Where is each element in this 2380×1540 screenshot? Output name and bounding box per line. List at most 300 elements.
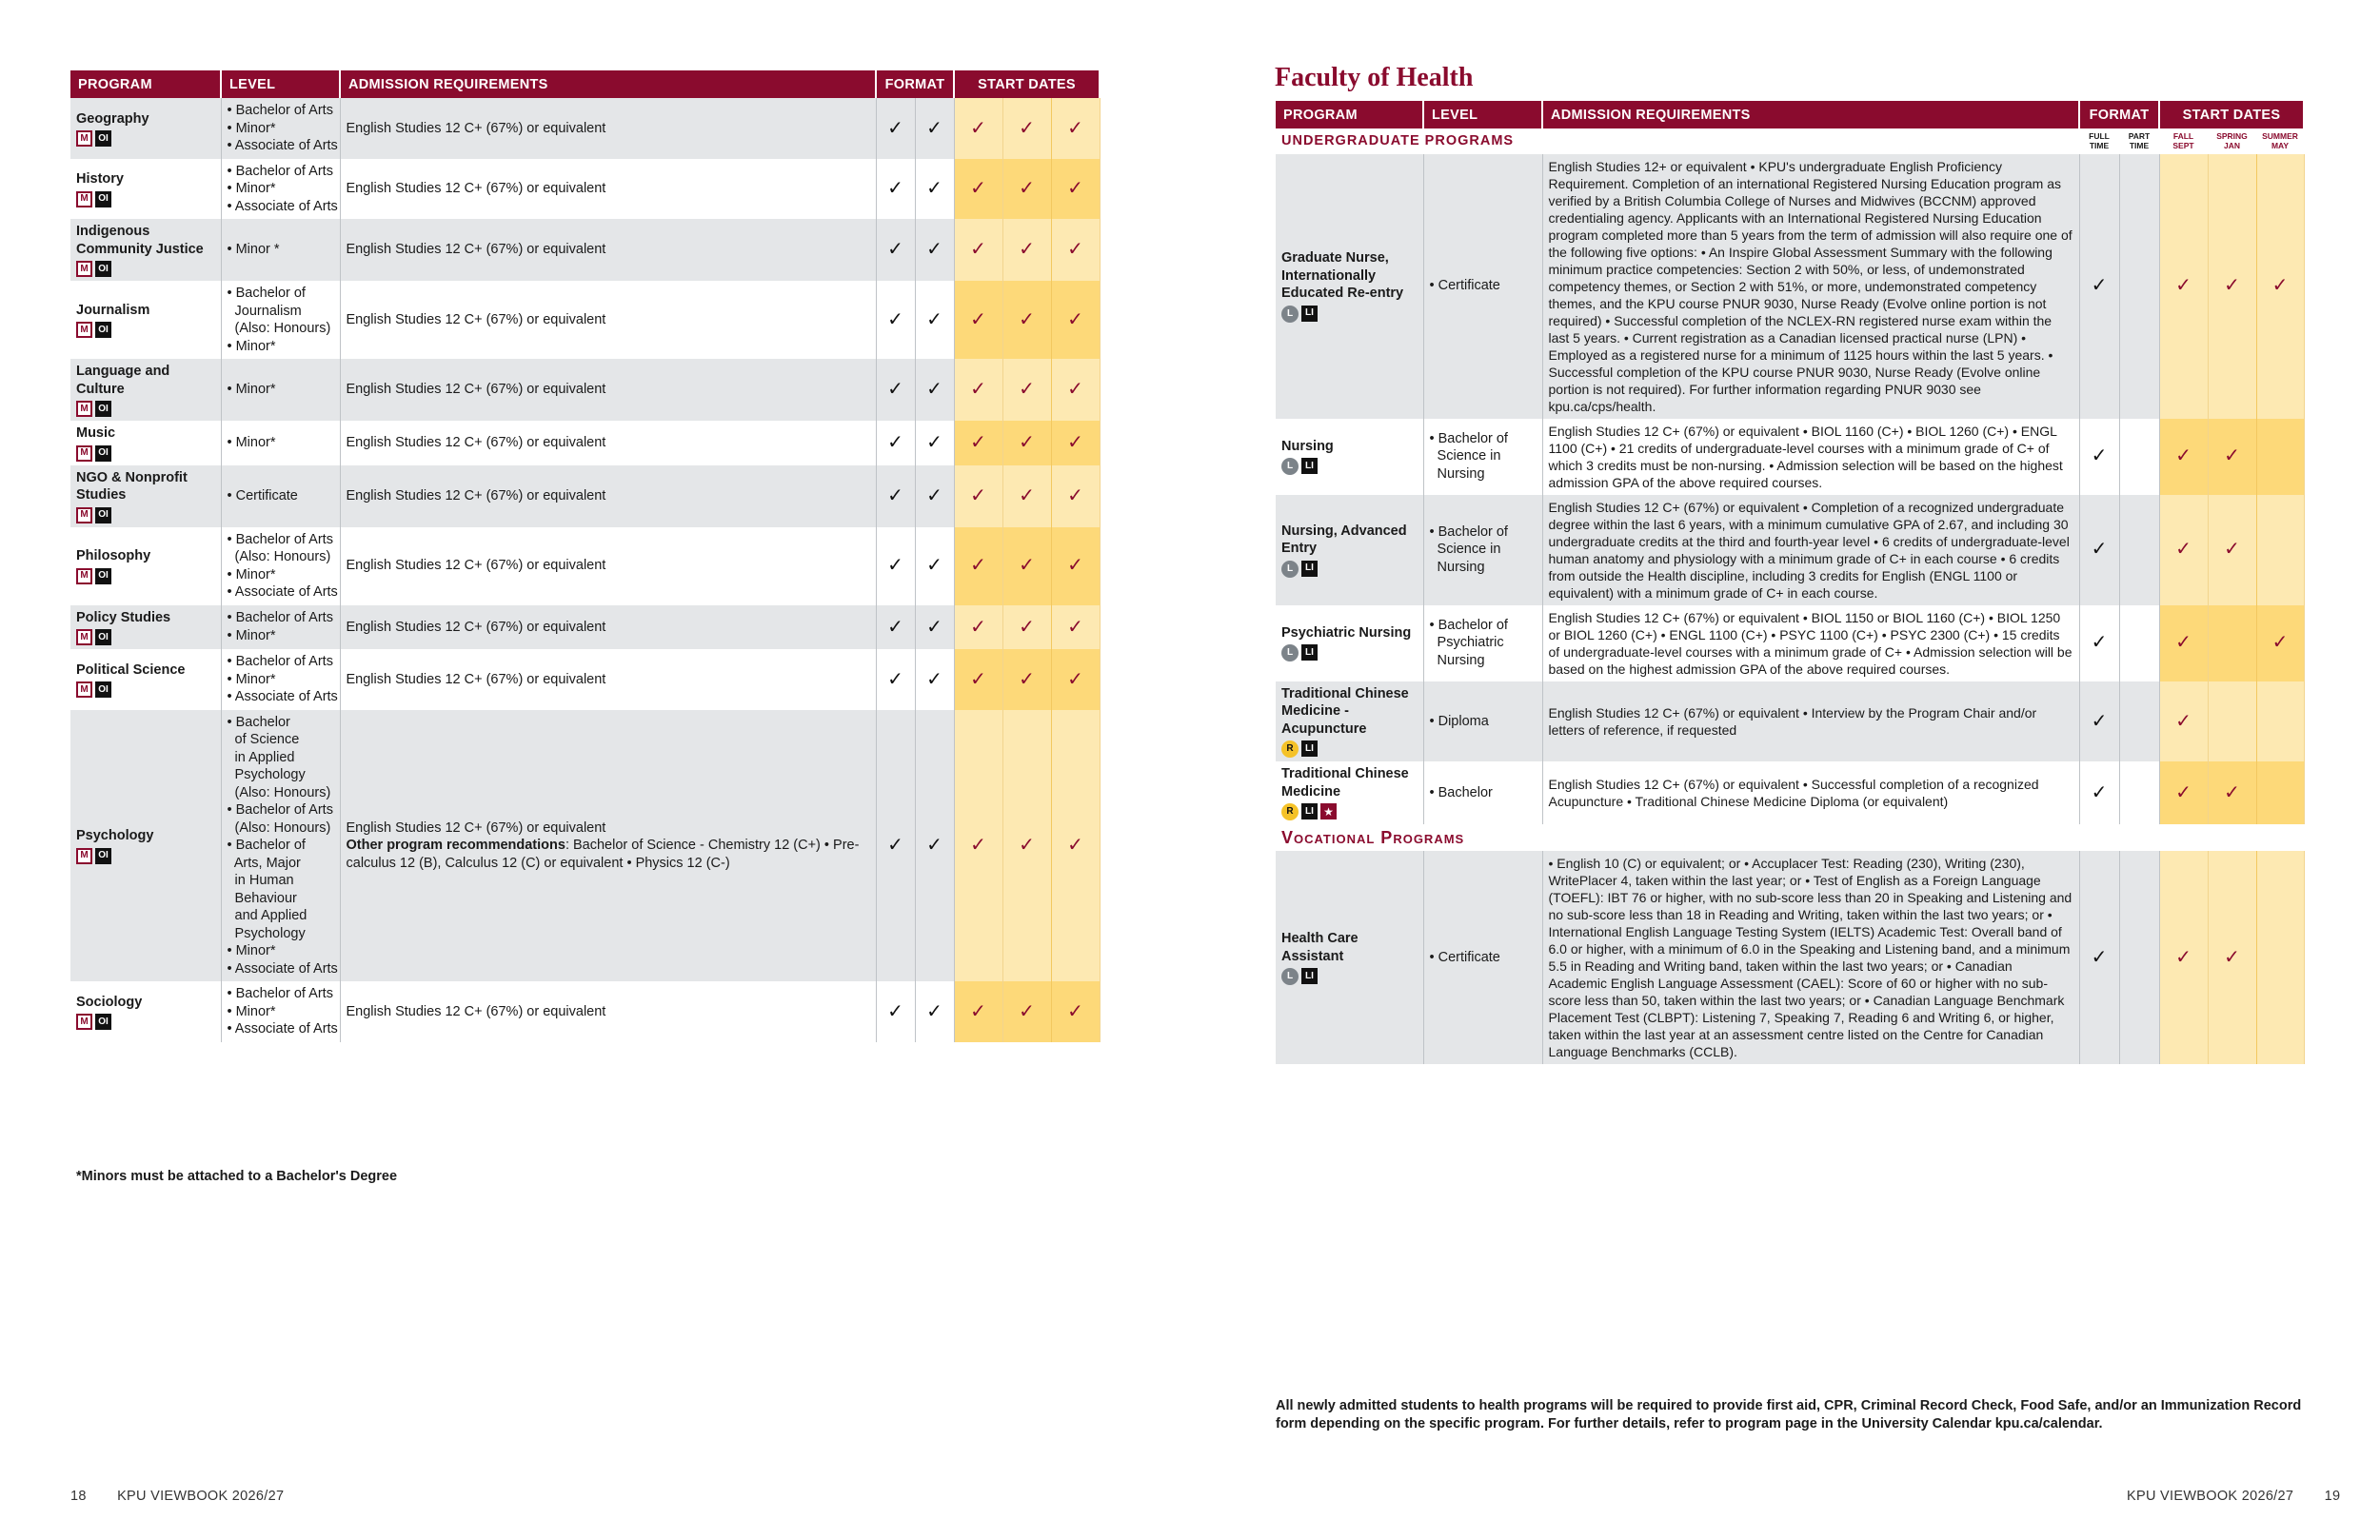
- table-row: [70, 981, 1100, 1042]
- full-time-check-icon: ✓: [2091, 632, 2108, 654]
- in-person-badge: M: [76, 401, 92, 417]
- program-cell: [1276, 605, 1423, 681]
- level-cell: [221, 527, 340, 605]
- full-time-check-icon: ✓: [887, 432, 903, 453]
- summer-check-cell: [1051, 605, 1100, 650]
- level-item: and Applied: [227, 908, 307, 923]
- limited-intake-badge: LI: [1301, 561, 1318, 577]
- level-item: • Bachelor of: [1429, 430, 1508, 446]
- summer-check-cell: [1051, 281, 1100, 359]
- table-row: [70, 527, 1100, 605]
- level-item: Nursing: [1429, 465, 1485, 482]
- level-item: • Bachelor of: [1429, 617, 1508, 633]
- in-person-badge: M: [76, 191, 92, 207]
- admission-requirements-cell: [1542, 851, 2079, 1064]
- spring-check-icon: ✓: [2224, 539, 2240, 561]
- summer-check-icon: ✓: [1067, 668, 1083, 690]
- level-cell: [221, 649, 340, 710]
- table-row: [70, 605, 1100, 650]
- table-row: [1276, 851, 2304, 1064]
- program-badges: [76, 681, 215, 698]
- level-item: • Bachelor of Arts: [227, 610, 333, 626]
- table-row: [1276, 605, 2304, 681]
- online-badge: OI: [95, 1014, 111, 1030]
- summer-check-cell: [1051, 465, 1100, 527]
- spring-check-cell: [2208, 605, 2256, 681]
- header-start-dates: START DATES: [954, 70, 1100, 98]
- in-person-badge: M: [76, 848, 92, 864]
- level-cell: [221, 421, 340, 465]
- part-time-check-icon: ✓: [926, 484, 942, 506]
- level-item: • Associate of Arts: [227, 960, 338, 977]
- level-item: in Human: [227, 873, 294, 888]
- level-item: Journalism: [227, 303, 302, 319]
- table-row: [1276, 761, 2304, 824]
- part-time-check-cell: [915, 219, 954, 281]
- part-time-check-cell: [2119, 605, 2159, 681]
- summer-check-icon: ✓: [1067, 555, 1083, 577]
- location-badge: L: [1281, 306, 1299, 323]
- level-item: • Bachelor of Arts: [227, 802, 333, 818]
- admission-requirements-cell: [1542, 419, 2079, 495]
- spring-check-icon: ✓: [2224, 445, 2240, 467]
- admission-requirements-cell: [340, 710, 876, 982]
- level-cell: [1423, 605, 1542, 681]
- program-name: History: [76, 171, 124, 187]
- part-time-check-cell: [2119, 851, 2159, 1064]
- requirement-text: English Studies 12 C+ (67%) or equivalent • Successful completion of a recognized Acupuncture • Traditional Chinese Medicine Diploma (or equivalent): [1548, 777, 2039, 809]
- other-recommendations-label: Other program recommendations: [346, 838, 565, 853]
- table-row: [70, 159, 1100, 220]
- program-cell: [1276, 681, 1423, 762]
- folio-left: [70, 1489, 284, 1504]
- level-item: • Minor*: [227, 435, 276, 450]
- publication-title: KPU VIEWBOOK 2026/27: [117, 1489, 285, 1504]
- part-time-check-icon: ✓: [926, 239, 942, 261]
- requirement-text: English Studies 12 C+ (67%) or equivalent • Completion of a recognized undergraduate degree within the last 6 years, with a minimum cumulative GPA of 2.67, and including 30 undergraduate credits at the third and fourth-year level • 6 credits of undergraduate-level human anatomy and physiology with a minimum grade of C+ in each course • 6 credits from outside the Health discipline, including 3 credits for English (ENGL 1100 or equivalent) with a minimum grade of C+ in each course.: [1548, 499, 2070, 601]
- online-badge: OI: [95, 445, 111, 462]
- level-item: • Diploma: [1429, 713, 1489, 729]
- level-item: Psychology: [227, 925, 306, 941]
- admission-requirements-cell: [340, 465, 876, 527]
- subheader-full-time: FULL TIME: [2089, 131, 2110, 151]
- program-cell: [70, 219, 221, 281]
- online-badge: OI: [95, 261, 111, 277]
- admission-requirements-cell: [1542, 761, 2079, 824]
- full-time-check-cell: [876, 98, 915, 159]
- program-cell: [70, 710, 221, 982]
- program-name: Music: [76, 425, 116, 441]
- spring-check-icon: ✓: [1019, 484, 1035, 506]
- online-badge: OI: [95, 568, 111, 584]
- part-time-check-cell: [2119, 681, 2159, 762]
- program-name: Traditional Chinese Medicine: [1281, 766, 1409, 800]
- program-name: Traditional Chinese Medicine - Acupuncture: [1281, 685, 1409, 737]
- level-item: in Applied: [227, 749, 295, 765]
- spring-check-cell: [1002, 359, 1051, 421]
- program-badges: [76, 629, 215, 645]
- full-time-check-icon: ✓: [887, 835, 903, 856]
- program-badges: [1281, 740, 1418, 758]
- summer-check-icon: ✓: [1067, 432, 1083, 453]
- level-cell: [221, 281, 340, 359]
- program-cell: [70, 605, 221, 650]
- level-item: • Bachelor of Arts: [227, 531, 333, 547]
- requirement-text: English Studies 12 C+ (67%) or equivalent: [346, 619, 606, 635]
- fall-check-icon: ✓: [970, 308, 986, 330]
- spring-check-icon: ✓: [1019, 117, 1035, 139]
- spring-check-cell: [1002, 281, 1051, 359]
- summer-check-icon: ✓: [1067, 1000, 1083, 1022]
- requirement-text: English Studies 12 C+ (67%) or equivalent • BIOL 1150 or BIOL 1160 (C+) • BIOL 1250 or BIOL 1260 (C+) • ENGL 1100 (C+) • PSYC 1100 (C+) • PSYC 2300 (C+) • 15 credits of undergraduate-level courses with a minimum grade of C+ • Admission selection will be based on the highest admission GPA of the above required courses.: [1548, 609, 2073, 677]
- program-name: Philosophy: [76, 548, 151, 564]
- level-item: • Bachelor of Arts: [227, 163, 333, 179]
- level-item: • Bachelor of Arts: [227, 986, 333, 1001]
- fall-check-icon: ✓: [2175, 275, 2192, 297]
- level-item: • Bachelor of: [227, 838, 306, 853]
- summer-check-cell: [1051, 710, 1100, 982]
- program-name: Nursing: [1281, 438, 1334, 454]
- part-time-check-cell: [2119, 154, 2159, 419]
- minors-footnote: *Minors must be attached to a Bachelor's Degree: [76, 1169, 398, 1184]
- level-item: • Associate of Arts: [227, 1021, 338, 1037]
- program-name: Sociology: [76, 994, 143, 1010]
- level-item: • Minor*: [227, 627, 276, 643]
- requirement-text: English Studies 12 C+ (67%) or equivalent: [346, 819, 606, 836]
- spring-check-icon: ✓: [1019, 178, 1035, 199]
- full-time-check-cell: [876, 981, 915, 1042]
- level-item: Psychiatric: [1429, 635, 1504, 651]
- fall-check-cell: [954, 98, 1002, 159]
- online-badge: OI: [95, 507, 111, 523]
- full-time-check-icon: ✓: [887, 616, 903, 638]
- program-badges: [76, 401, 215, 417]
- health-requirements-note: All newly admitted students to health programs will be required to provide first aid, CPR, Criminal Record Check, Food Safe, and/or an Immunization Record form depending on the specific program. For further details, refer to program page in the University Calendar kpu.ca/calendar.: [1276, 1398, 2302, 1431]
- table-row: [70, 710, 1100, 982]
- admission-requirements-cell: [340, 219, 876, 281]
- online-badge: OI: [95, 848, 111, 864]
- program-badges: [76, 322, 215, 338]
- summer-check-cell: [1051, 527, 1100, 605]
- program-badges: [76, 261, 215, 277]
- level-item: Psychology: [227, 767, 306, 782]
- limited-intake-badge: LI: [1301, 306, 1318, 322]
- part-time-check-icon: ✓: [926, 178, 942, 199]
- full-time-check-icon: ✓: [887, 1000, 903, 1022]
- full-time-check-cell: [876, 649, 915, 710]
- level-item: • Minor*: [227, 382, 276, 398]
- fall-check-cell: [954, 281, 1002, 359]
- program-badges: [76, 191, 215, 207]
- program-name: Psychology: [76, 828, 154, 843]
- level-cell: [221, 159, 340, 220]
- program-name: Political Science: [76, 661, 186, 678]
- program-cell: [1276, 154, 1423, 419]
- fall-check-cell: [2159, 761, 2208, 824]
- page-number: 18: [70, 1489, 87, 1504]
- summer-check-icon: ✓: [1067, 117, 1083, 139]
- part-time-check-cell: [2119, 761, 2159, 824]
- full-time-check-cell: [876, 219, 915, 281]
- fall-check-icon: ✓: [2175, 946, 2192, 968]
- summer-check-icon: ✓: [2271, 275, 2289, 297]
- level-item: • Bachelor of Arts: [227, 654, 333, 669]
- level-item: Nursing: [1429, 652, 1485, 668]
- part-time-check-cell: [2119, 495, 2159, 605]
- header-format: FORMAT: [2079, 101, 2159, 128]
- part-time-check-icon: ✓: [926, 308, 942, 330]
- table-row: [70, 98, 1100, 159]
- program-cell: [70, 281, 221, 359]
- requirement-text: English Studies 12 C+ (67%) or equivalent: [346, 181, 606, 196]
- subheader-summer: SUMMER MAY: [2262, 131, 2298, 151]
- online-badge: OI: [95, 130, 111, 147]
- level-cell: [221, 605, 340, 650]
- level-item: • Minor*: [227, 181, 276, 196]
- admission-requirements-cell: [340, 649, 876, 710]
- part-time-check-icon: ✓: [926, 668, 942, 690]
- header-level: LEVEL: [1423, 101, 1542, 128]
- fall-check-icon: ✓: [2175, 781, 2192, 803]
- fall-check-cell: [954, 981, 1002, 1042]
- summer-check-cell: [2256, 154, 2304, 419]
- full-time-check-icon: ✓: [2091, 275, 2108, 297]
- spring-check-icon: ✓: [1019, 239, 1035, 261]
- online-badge: OI: [95, 681, 111, 698]
- fall-check-icon: ✓: [2175, 539, 2192, 561]
- subheader-fall: FALL SEPT: [2172, 131, 2194, 151]
- level-item: Science in: [1429, 448, 1501, 464]
- table-row: [1276, 154, 2304, 419]
- richmond-badge: R: [1281, 803, 1299, 820]
- full-time-check-icon: ✓: [887, 379, 903, 401]
- online-badge: OI: [95, 191, 111, 207]
- part-time-check-icon: ✓: [926, 1000, 942, 1022]
- fall-check-cell: [954, 159, 1002, 220]
- program-name: Graduate Nurse, Internationally Educated Re-entry: [1281, 250, 1404, 302]
- program-badges: [1281, 644, 1418, 661]
- full-time-check-icon: ✓: [2091, 946, 2108, 968]
- in-person-badge: M: [76, 629, 92, 645]
- fall-check-icon: ✓: [970, 1000, 986, 1022]
- spring-check-cell: [2208, 419, 2256, 495]
- level-item: • Minor*: [227, 338, 276, 354]
- admission-requirements-cell: [340, 421, 876, 465]
- level-item: • Minor *: [227, 242, 280, 258]
- program-cell: [70, 465, 221, 527]
- spring-check-icon: ✓: [1019, 835, 1035, 856]
- admission-requirements-cell: [340, 159, 876, 220]
- limited-intake-badge: LI: [1301, 458, 1318, 474]
- part-time-check-cell: [915, 465, 954, 527]
- full-time-check-icon: ✓: [887, 239, 903, 261]
- level-item: (Also: Honours): [227, 321, 331, 336]
- header-format: FORMAT: [876, 70, 954, 98]
- summer-check-icon: ✓: [1067, 616, 1083, 638]
- program-badges: [1281, 458, 1418, 475]
- limited-intake-badge: LI: [1301, 803, 1318, 819]
- full-time-check-icon: ✓: [887, 668, 903, 690]
- part-time-check-icon: ✓: [926, 616, 942, 638]
- full-time-check-cell: [876, 710, 915, 982]
- requirement-text: English Studies 12 C+ (67%) or equivalent: [346, 242, 606, 258]
- program-name: Policy Studies: [76, 609, 171, 625]
- fall-check-cell: [954, 421, 1002, 465]
- level-item: • Minor*: [227, 566, 276, 582]
- program-name: Psychiatric Nursing: [1281, 624, 1412, 641]
- full-time-check-cell: [876, 359, 915, 421]
- program-cell: [1276, 419, 1423, 495]
- full-time-check-cell: [876, 605, 915, 650]
- table-row: [70, 281, 1100, 359]
- table-header: [70, 70, 1100, 98]
- in-person-badge: M: [76, 681, 92, 698]
- summer-check-cell: [1051, 159, 1100, 220]
- in-person-badge: M: [76, 1014, 92, 1030]
- fall-check-icon: ✓: [2175, 632, 2192, 654]
- summer-check-cell: [1051, 981, 1100, 1042]
- fall-check-cell: [954, 605, 1002, 650]
- admission-requirements-cell: [1542, 495, 2079, 605]
- vocational-section-row: [1276, 824, 2304, 851]
- spring-check-cell: [1002, 710, 1051, 982]
- part-time-check-cell: [915, 605, 954, 650]
- in-person-badge: M: [76, 445, 92, 462]
- fall-check-cell: [954, 649, 1002, 710]
- fall-check-cell: [954, 710, 1002, 982]
- in-person-badge: M: [76, 130, 92, 147]
- limited-intake-badge: LI: [1301, 968, 1318, 984]
- full-time-check-icon: ✓: [2091, 781, 2108, 803]
- full-time-check-cell: [876, 527, 915, 605]
- summer-check-icon: ✓: [1067, 308, 1083, 330]
- spring-check-icon: ✓: [1019, 432, 1035, 453]
- fall-check-icon: ✓: [970, 432, 986, 453]
- requirement-text: English Studies 12 C+ (67%) or equivalent: [346, 120, 606, 136]
- admission-requirements-cell: [1542, 154, 2079, 419]
- star-icon: ★: [1320, 803, 1337, 819]
- part-time-check-cell: [2119, 419, 2159, 495]
- admission-requirements-cell: [340, 605, 876, 650]
- spring-check-cell: [2208, 495, 2256, 605]
- level-item: Nursing: [1429, 559, 1485, 575]
- fall-check-icon: ✓: [970, 379, 986, 401]
- program-cell: [70, 527, 221, 605]
- level-cell: [1423, 154, 1542, 419]
- full-time-check-cell: [876, 159, 915, 220]
- limited-intake-badge: LI: [1301, 740, 1318, 757]
- full-time-check-cell: [2079, 851, 2119, 1064]
- program-badges: [76, 568, 215, 584]
- program-name: Nursing, Advanced Entry: [1281, 523, 1407, 556]
- in-person-badge: M: [76, 322, 92, 338]
- level-item: (Also: Honours): [227, 819, 331, 836]
- level-cell: [221, 981, 340, 1042]
- requirement-text: • English 10 (C) or equivalent; or • Accuplacer Test: Reading (230), Writing (230), WritePlacer 4, taken within the last year; or • Test of English as a Foreign Language (TOEFL): IBT 76 or higher, with no sub-score less than 20 in Speaking and Listening and no sub-score less than 18 in Reading and Writing, taken within the last two years; or • International English Language Testing System (IELTS) Academic Test: Overall band of 6.0 or higher, with a minimum of 6.0 in the Speaking and Listening band, and a minimum 5.5 in Reading and Writing band, taken within the last two years; or • Canadian Academic English Language Assessment (CAEL): Score of 60 or higher with no sub-score less than 50, taken within the last two years; or • Canadian Language Benchmark Placement Test (CLBPT): Listening 7, Speaking 7, Reading 6 and Writing 6, or higher, taken within the last year at an assessment centre listed on the Centre for Canadian Language Benchmarks (CCLB).: [1548, 856, 2073, 1059]
- fall-check-cell: [2159, 419, 2208, 495]
- publication-title: KPU VIEWBOOK 2026/27: [2127, 1489, 2294, 1504]
- fall-check-icon: ✓: [2175, 710, 2192, 732]
- richmond-badge: R: [1281, 740, 1299, 758]
- header-start-dates: START DATES: [2159, 101, 2304, 128]
- fall-check-cell: [954, 465, 1002, 527]
- level-cell: [221, 359, 340, 421]
- admission-requirements-cell: [1542, 605, 2079, 681]
- admission-requirements-cell: [340, 359, 876, 421]
- full-time-check-cell: [2079, 605, 2119, 681]
- program-badges: [76, 130, 215, 147]
- summer-check-icon: ✓: [1067, 239, 1083, 261]
- summer-check-cell: [2256, 605, 2304, 681]
- level-item: • Bachelor: [227, 714, 290, 730]
- full-time-check-cell: [876, 465, 915, 527]
- requirement-text: English Studies 12 C+ (67%) or equivalent • Interview by the Program Chair and/or letters of reference, if requested: [1548, 704, 2037, 738]
- undergrad-section-row: [1276, 128, 2304, 154]
- program-badges: [1281, 306, 1418, 323]
- part-time-check-cell: [915, 710, 954, 982]
- spring-check-cell: [1002, 981, 1051, 1042]
- level-item: of Science: [227, 732, 300, 747]
- in-person-badge: M: [76, 507, 92, 523]
- program-badges: [76, 507, 215, 523]
- header-level: LEVEL: [221, 70, 340, 98]
- level-cell: [1423, 419, 1542, 495]
- spring-check-icon: ✓: [1019, 1000, 1035, 1022]
- level-cell: [1423, 681, 1542, 762]
- program-cell: [70, 359, 221, 421]
- requirement-text: English Studies 12 C+ (67%) or equivalent: [346, 558, 606, 574]
- spring-check-icon: ✓: [2224, 275, 2240, 297]
- program-cell: [70, 98, 221, 159]
- table-row: [1276, 419, 2304, 495]
- summer-check-cell: [2256, 761, 2304, 824]
- requirement-text: English Studies 12 C+ (67%) or equivalent: [346, 382, 606, 398]
- spring-check-icon: ✓: [1019, 668, 1035, 690]
- admission-requirements-cell: [1542, 681, 2079, 762]
- summer-check-cell: [1051, 98, 1100, 159]
- level-item: • Minor*: [227, 943, 276, 958]
- spring-check-cell: [1002, 421, 1051, 465]
- level-item: • Bachelor of Arts: [227, 103, 333, 118]
- level-item: Science in: [1429, 542, 1501, 558]
- level-item: • Minor*: [227, 1003, 276, 1019]
- faculty-title: Faculty of Health: [1275, 63, 1474, 92]
- online-badge: OI: [95, 322, 111, 338]
- part-time-check-cell: [915, 421, 954, 465]
- limited-intake-badge: LI: [1301, 644, 1318, 661]
- header-program: PROGRAM: [1276, 101, 1423, 128]
- full-time-check-cell: [2079, 419, 2119, 495]
- program-cell: [70, 649, 221, 710]
- full-time-check-cell: [876, 421, 915, 465]
- fall-check-cell: [954, 359, 1002, 421]
- full-time-check-icon: ✓: [887, 178, 903, 199]
- program-name: Indigenous Community Justice: [76, 224, 204, 257]
- level-cell: [221, 219, 340, 281]
- full-time-check-cell: [2079, 761, 2119, 824]
- full-time-check-icon: ✓: [887, 555, 903, 577]
- summer-check-icon: ✓: [1067, 835, 1083, 856]
- program-cell: [70, 981, 221, 1042]
- table-row: [70, 421, 1100, 465]
- program-name: NGO & Nonprofit Studies: [76, 469, 188, 503]
- table-row: [1276, 681, 2304, 762]
- spring-check-icon: ✓: [2224, 946, 2240, 968]
- full-time-check-icon: ✓: [2091, 445, 2108, 467]
- level-cell: [221, 98, 340, 159]
- program-badges: [76, 445, 215, 462]
- program-badges: [1281, 803, 1418, 820]
